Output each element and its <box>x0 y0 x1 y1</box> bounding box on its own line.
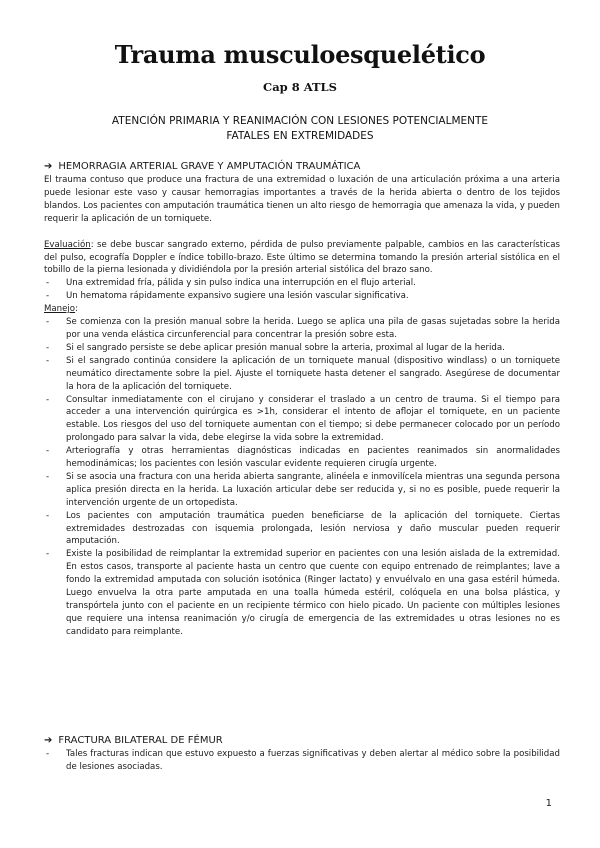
section-heading-femur <box>44 734 560 748</box>
evaluation-list <box>44 277 560 303</box>
list-item: - Consultar inmediatamente con el cirujano y considerar el traslado a un centro de trauma. Si el tiempo para acceder a una intervención quirúrgica es >1h, considerar el intento de aflojar el torniquete, en un paciente estable. Los riesgos del uso del torniquete aumentan con el tiempo; si debe permanecer colocado por un período prolongado para salvar la vida, debe elegirse la vida sobre la extremidad. <box>46 394 560 444</box>
management-label: Manejo <box>44 304 76 315</box>
page-title: Trauma musculoesquelético <box>114 40 486 69</box>
femur-list <box>44 748 560 774</box>
arrow-right-icon: ➔ <box>44 735 53 746</box>
management-list <box>44 316 560 639</box>
list-item: - Si se asocia una fractura con una herida abierta sangrante, alinéela e inmovilícela mientras una segunda persona aplica presión directa en la herida. La luxación articular debe ser reducida y, si no es posible, puede requerir la intervención urgente de un ortopedista. <box>46 471 560 508</box>
arrow-right-icon: ➔ <box>44 161 53 172</box>
list-item: - Se comienza con la presión manual sobre la herida. Luego se aplica una pila de gasas sujetadas sobre la herida por una venda elástica circunferencial para concentrar la presión sobre esta. <box>46 317 560 340</box>
list-item: - Arteriografía y otras herramientas diagnósticas indicadas en pacientes reanimados sin anormalidades hemodinámicas; los pacientes con lesión vascular evidente requieren cirugía urgente. <box>46 446 560 470</box>
evaluation-label: Evaluación <box>44 239 91 250</box>
list-item: - Los pacientes con amputación traumática pueden beneficiarse de la aplicación del torniquete. Ciertas extremidades destrozadas con isquemia prolongada, lesión nerviosa y daño muscular pueden requerir amputación. <box>46 510 560 547</box>
evaluation-text: : se debe buscar sangrado externo, pérdida de pulso previamente palpable, cambios en las características del pulso, ecografía Doppler e índice tobillo-brazo. Este último se determina tomando la presión arterial sistólica en el tobillo de la pierna lesionada y dividiéndola por la presión arterial sistólica del brazo sano. <box>44 239 560 276</box>
section-heading-text: HEMORRAGIA ARTERIAL GRAVE Y AMPUTACIÓN TRAUMÁTICA <box>58 161 361 172</box>
page-subtitle: Cap 8 ATLS <box>263 80 337 94</box>
main-heading-line1: ATENCIÓN PRIMARIA Y REANIMACIÓN CON LESIONES POTENCIALMENTE <box>111 115 489 127</box>
intro-paragraph: El trauma contuso que produce una fractura de una extremidad o luxación de una articulación próxima a una arteria puede lesionar este vaso y causar hemorragias importantes a través de la herida abierta o dentro de los tejidos blandos. Los pacientes con amputación traumática tienen un alto riesgo de hemorragia que amenaza la vida, y pueden requerir la aplicación de un torniquete. <box>44 175 560 224</box>
list-item: - Si el sangrado persiste se debe aplicar presión manual sobre la arteria, proximal al lugar de la herida. <box>46 342 505 353</box>
list-item: - Un hematoma rápidamente expansivo sugiere una lesión vascular significativa. <box>46 291 409 302</box>
list-item: - Una extremidad fría, pálida y sin pulso indica una interrupción en el flujo arterial. <box>46 278 416 289</box>
evaluation-paragraph <box>44 239 560 278</box>
section-heading-text: FRACTURA BILATERAL DE FÉMUR <box>58 735 223 746</box>
list-item: - Tales fracturas indican que estuvo expuesto a fuerzas significativas y deben alertar al médico sobre la posibilidad de lesiones asociadas. <box>46 749 560 772</box>
list-item: - Si el sangrado continúa considere la aplicación de un torniquete manual (dispositivo windlass) o un torniquete neumático directamente sobre la piel. Ajuste el torniquete hasta detener el sangrado. Asegúrese de documentar la hora de la aplicación del torniquete. <box>46 355 560 392</box>
page-number: 1 <box>545 798 552 809</box>
main-heading-line2: FATALES EN EXTREMIDADES <box>226 130 374 142</box>
main-heading <box>60 114 540 144</box>
list-item: - Existe la posibilidad de reimplantar la extremidad superior en pacientes con una lesión aislada de la extremidad. En estos casos, transporte al paciente hasta un centro que cuente con equipo entrenado de reimplantes; lave a fondo la extremidad amputada con solución isotónica (Ringer lactato) y envuélvalo en una gasa estéril húmeda. Luego envuelva la otra parte amputada en una toalla húmeda estéril, colóquela en una bolsa plástica, y transpórtela junto con el paciente en un recipiente térmico con hielo picado. Un paciente con múltiples lesiones que requiere una intensa reanimación y/o cirugía de emergencia de las extremidades u otras lesiones no es candidato para reimplante. <box>46 549 560 637</box>
section-bilateral-femur <box>44 734 560 774</box>
section-hemorrhage <box>44 160 560 639</box>
management-heading: Manejo: <box>44 304 78 315</box>
section-heading-hemorrhage <box>44 160 560 174</box>
